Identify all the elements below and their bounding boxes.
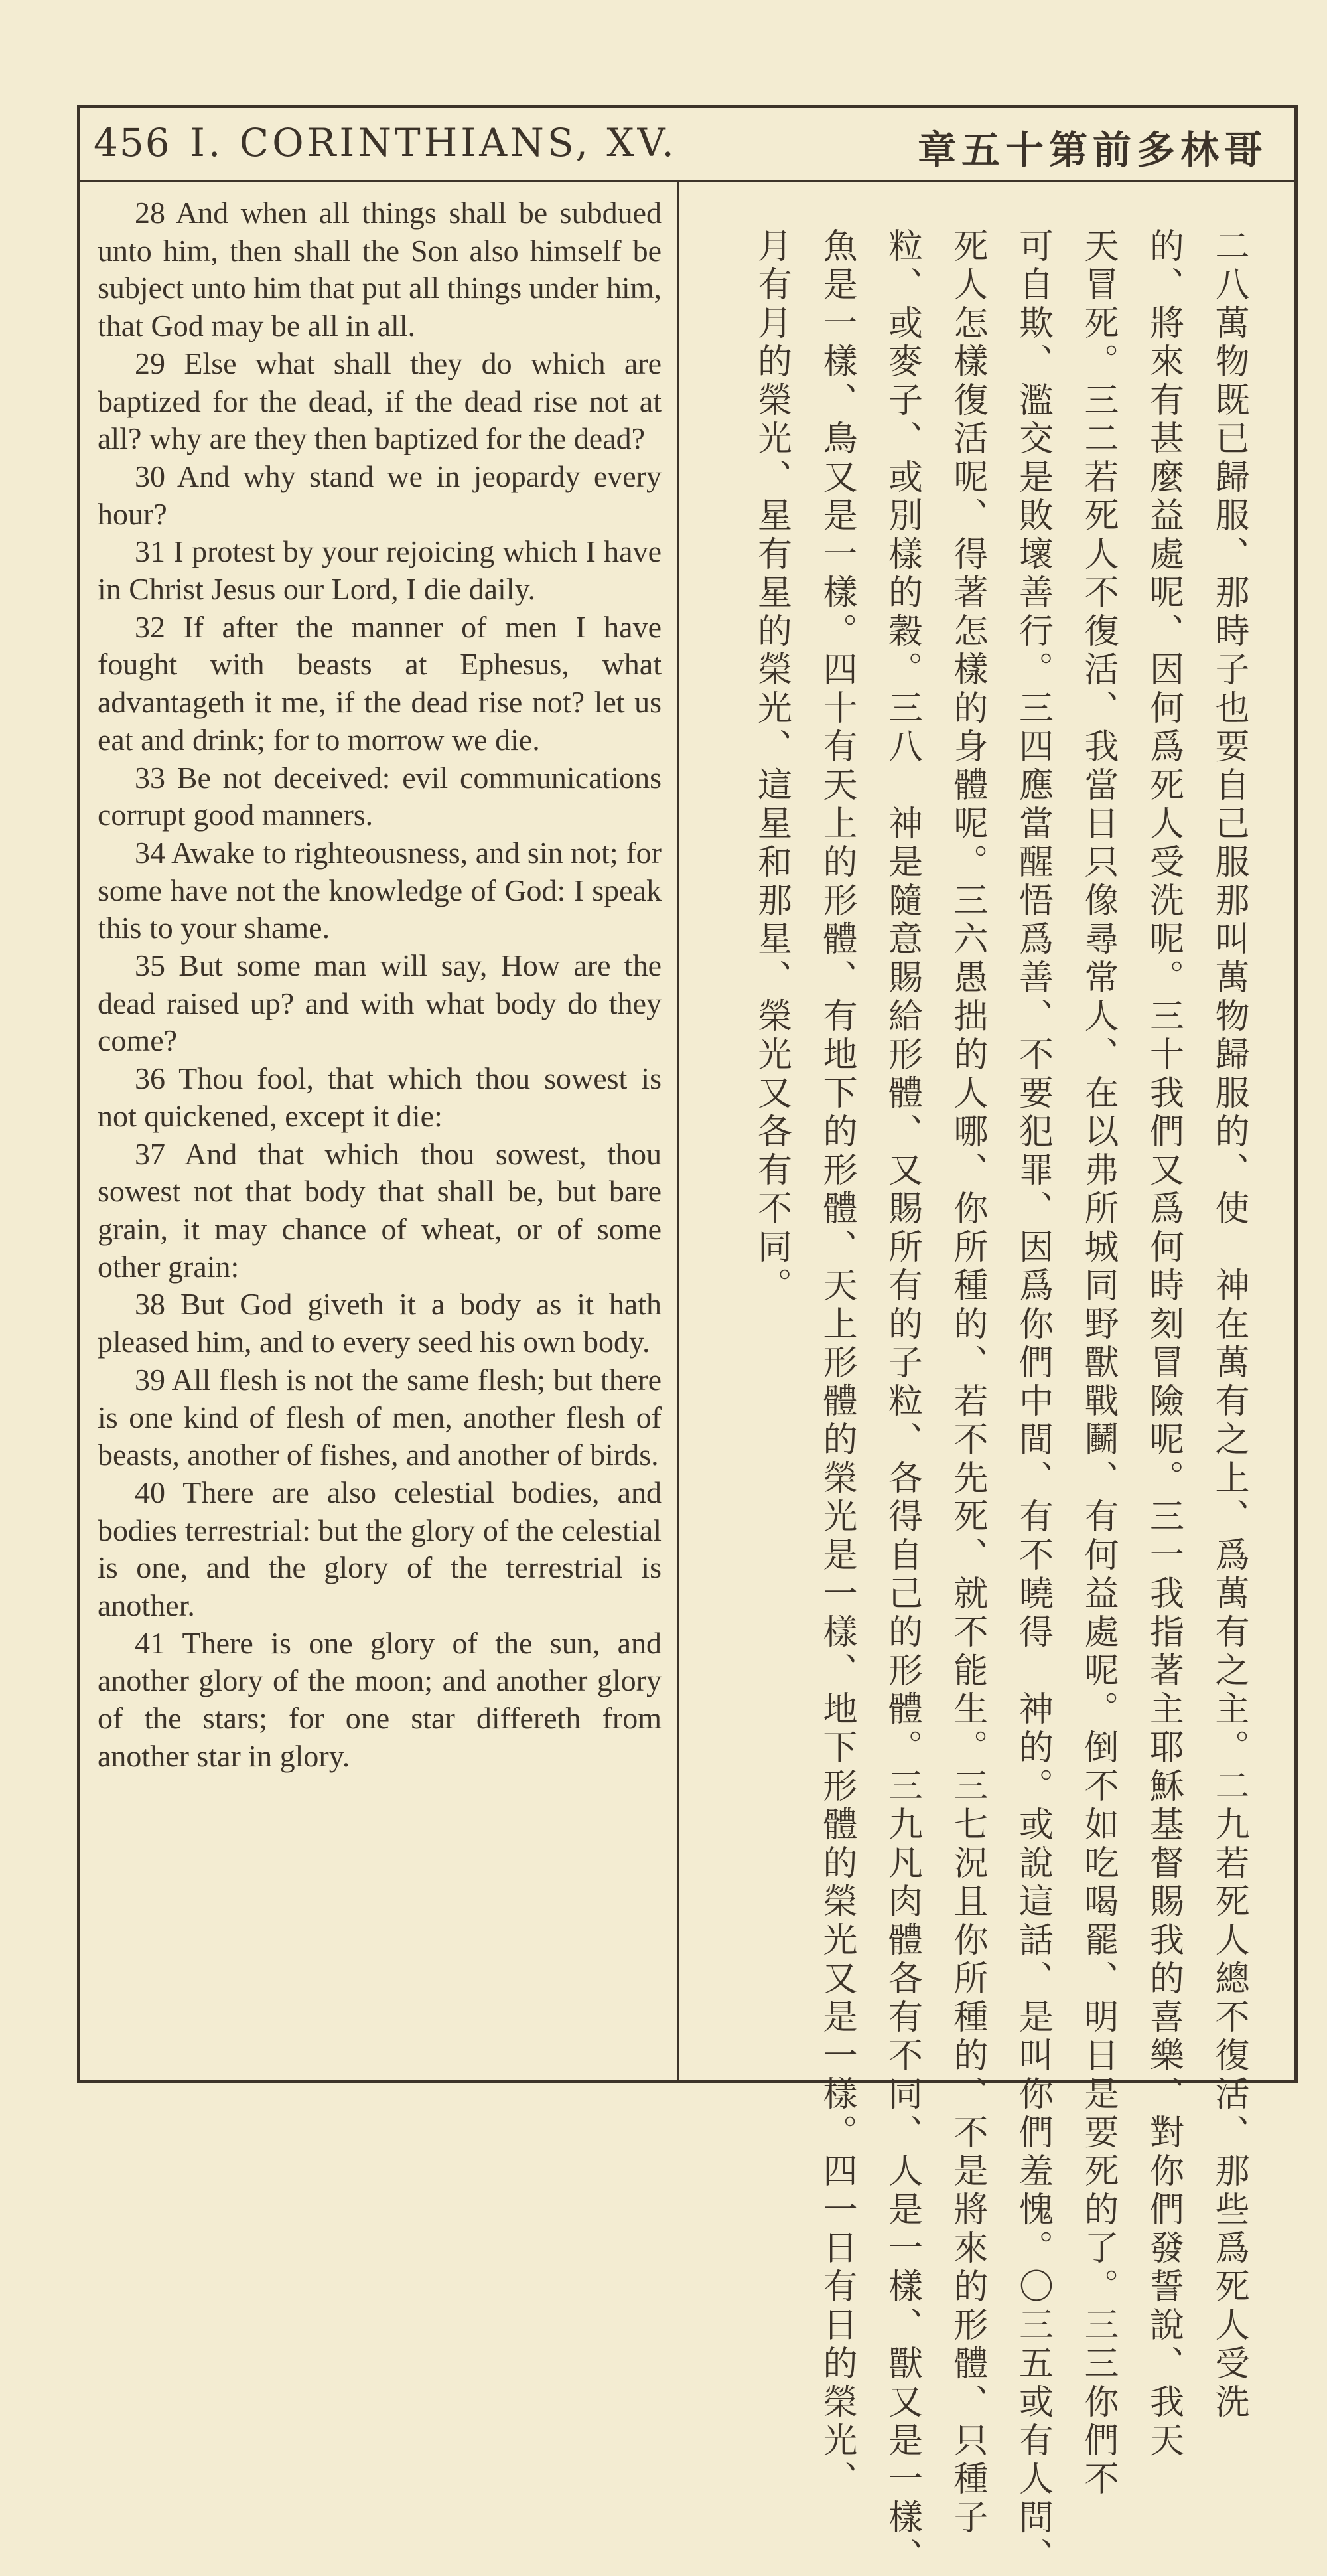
verse-35: 35 But some man will say, How are the dead raised up? and with what body do they come? bbox=[98, 948, 662, 1058]
page-frame bbox=[77, 105, 1298, 2576]
verse-38: 38 But God giveth it a body as it hath pleased him, and to every seed his own body. bbox=[98, 1287, 662, 1359]
page-number: 456 bbox=[94, 120, 171, 165]
chinese-line-4: 可自欺、濫交是敗壞善行。三四應當醒悟爲善、不要犯罪、因爲你們中間、有不曉得 神的。或說這話、是叫你們羞愧。〇三五或有人問、 bbox=[1013, 228, 1053, 2576]
chinese-text-column bbox=[677, 228, 1261, 2576]
verse-30: 30 And why stand we in jeopardy every hour? bbox=[98, 459, 662, 531]
chinese-running-title: 章五十第前多林哥 bbox=[917, 127, 1268, 173]
chinese-line-7: 魚是一樣、鳥又是一樣。四十有天上的形體、有地下的形體、天上形體的榮光是一樣、地下形體的榮光又是一樣。四一日有日的榮光、 bbox=[817, 228, 857, 2499]
verse-39: 39 All flesh is not the same flesh; but there is one kind of flesh of men, another flesh of beasts, another of fishes, and another of birds. bbox=[98, 1362, 662, 1472]
chinese-line-6: 粒、或麥子、或別樣的穀。三八 神是隨意賜給形體、又賜所有的子粒、各得自己的形體。三九凡肉體各有不同、人是一樣、獸又是一樣、 bbox=[882, 228, 922, 2576]
running-title: I. CORINTHIANS, XV. bbox=[190, 120, 677, 165]
verse-32: 32 If after the manner of men I have fought with beasts at Ephesus, what advantageth it me, if the dead rise not? let us eat and drink; for to morrow we die. bbox=[98, 609, 662, 757]
verse-31: 31 I protest by your rejoicing which I have in Christ Jesus our Lord, I die daily. bbox=[98, 534, 662, 607]
verse-36: 36 Thou fool, that which thou sowest is not quickened, except it die: bbox=[98, 1061, 662, 1133]
chinese-line-1: 二八萬物既已歸服、那時子也要自己服那叫萬物歸服的、使 神在萬有之上、爲萬有之主。二九若死人總不復活、那些爲死人受洗 bbox=[1209, 228, 1249, 2422]
chinese-line-3: 天冒死。三二若死人不復活、我當日只像尋常人、在以弗所城同野獸戰鬭、有何益處呢。倒不如吃喝罷、明日是要死的了。三三你們不 bbox=[1078, 228, 1118, 2499]
english-text-column bbox=[98, 194, 662, 1776]
chinese-line-8: 月有月的榮光、星有星的榮光、這星和那星、榮光又各有不同。 bbox=[751, 228, 792, 1306]
page-header bbox=[80, 108, 1294, 182]
chinese-line-5: 死人怎樣復活呢、得著怎樣的身體呢。三六愚拙的人哪、你所種的、若不先死、就不能生。三七況且你所種的、不是將來的形體、只種子 bbox=[947, 228, 987, 2538]
chinese-line-2: 的、將來有甚麼益處呢、因何爲死人受洗呢。三十我們又爲何時刻冒險呢。三一我指著主耶穌基督賜我的喜樂、對你們發誓說、我天 bbox=[1143, 228, 1184, 2461]
verse-33: 33 Be not deceived: evil communications corrupt good manners. bbox=[98, 760, 662, 832]
verse-29: 29 Else what shall they do which are baptized for the dead, if the dead rise not at all? why are they then baptized for the dead? bbox=[98, 346, 662, 456]
verse-37: 37 And that which thou sowest, thou sowest not that body that shall be, but bare grain, it may chance of wheat, or of some other grain: bbox=[98, 1136, 662, 1284]
verse-28: 28 And when all things shall be subdued unto him, then shall the Son also himself be subject unto him that put all things under him, that God may be all in all. bbox=[98, 196, 662, 343]
verse-41: 41 There is one glory of the sun, and another glory of the moon; and another glory of the stars; for one star differeth from another star in glory. bbox=[98, 1626, 662, 1773]
verse-34: 34 Awake to righteousness, and sin not; for some have not the knowledge of God: I speak this to your shame. bbox=[98, 835, 662, 945]
verse-40: 40 There are also celestial bodies, and bodies terrestrial: but the glory of the celestial is one, and the glory of the terrestrial is another. bbox=[98, 1475, 662, 1623]
